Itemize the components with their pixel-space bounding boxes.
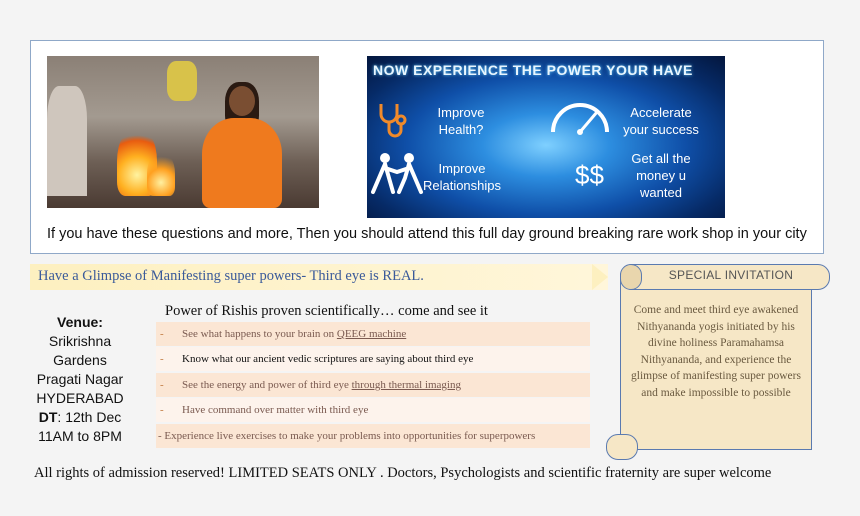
bullet-link[interactable]: QEEG machine: [336, 328, 407, 340]
bullet-link[interactable]: through thermal imaging: [351, 379, 461, 391]
venue-date: [30, 408, 130, 427]
venue-line-4: HYDERABAD: [36, 390, 124, 406]
bullet-row: [156, 424, 590, 448]
top-panel: [30, 40, 824, 254]
bullet-dash: -: [160, 404, 164, 416]
brain-panel-title: NOW EXPERIENCE THE POWER YOUR HAVE: [373, 62, 693, 78]
bullet-dash: -: [160, 353, 164, 365]
invitation-heading: SPECIAL INVITATION: [668, 268, 794, 282]
stethoscope-icon: [375, 100, 409, 140]
yogi-fire-photo: [47, 56, 319, 208]
photo-background-figure: [167, 61, 197, 101]
venue-line-2: Gardens: [53, 352, 107, 368]
improve-health-label: Improve Health?: [437, 105, 485, 137]
money-label: Get all the money u wanted: [631, 151, 691, 200]
meditating-monk: [197, 86, 287, 208]
footer-note: All rights of admission reserved! LIMITED SEATS ONLY . Doctors, Psychologists and scientific fraternity are super welcome: [34, 465, 772, 481]
headline-banner: [30, 264, 608, 290]
bullet-row: [156, 373, 590, 397]
banner-text: Have a Glimpse of Manifesting super powers- Third eye is REAL.: [38, 268, 424, 284]
speedometer-icon: [549, 100, 611, 136]
venue-line-3: Pragati Nagar: [36, 371, 124, 387]
photo-side-person: [47, 86, 87, 196]
bullet-text: Have command over matter with third eye: [182, 404, 369, 416]
venue-heading: Venue:: [57, 314, 103, 330]
date-value: : 12th Dec: [57, 409, 122, 425]
date-label: DT: [38, 409, 58, 425]
bullet-dash: -: [160, 328, 164, 340]
improve-relationships-label: Improve Relationships: [422, 161, 502, 193]
brain-power-graphic: [367, 56, 725, 218]
venue-line-1: Srikrishna: [48, 333, 112, 349]
invitation-body: Come and meet third eye awakened Nithyananda yogis initiated by his divine holiness Paramahamsa Nithyananda, and experience the glimpse of manifesting super powers and make impossible to possible: [631, 304, 801, 399]
bullet-text: - Experience live exercises to make your problems into opportunities for superpowers: [158, 430, 536, 442]
bullet-row: [156, 322, 590, 346]
fire-flame-small: [147, 151, 175, 196]
bullet-text: Know what our ancient vedic scriptures are saying about third eye: [182, 353, 474, 365]
bullet-text: See what happens to your brain on: [182, 328, 337, 340]
special-invitation-scroll: [606, 262, 832, 460]
bullet-text: See the energy and power of third eye: [182, 379, 352, 391]
monk-robe: [202, 118, 282, 208]
bullet-row: [156, 347, 590, 371]
accelerate-success-label: Accelerate your success: [623, 105, 699, 137]
section-title: Power of Rishis proven scientifically… come and see it: [165, 303, 488, 319]
bullet-dash: -: [160, 379, 164, 391]
venue-block: [30, 313, 130, 446]
scroll-bottom-curl: [606, 434, 638, 460]
dollar-icon: $$: [575, 160, 604, 190]
bullet-row: [156, 398, 590, 422]
venue-time: 11AM to 8PM: [38, 428, 122, 444]
monk-head: [229, 86, 255, 116]
questions-line: If you have these questions and more, Then you should attend this full day ground breaking rare work shop in your city: [47, 226, 807, 242]
